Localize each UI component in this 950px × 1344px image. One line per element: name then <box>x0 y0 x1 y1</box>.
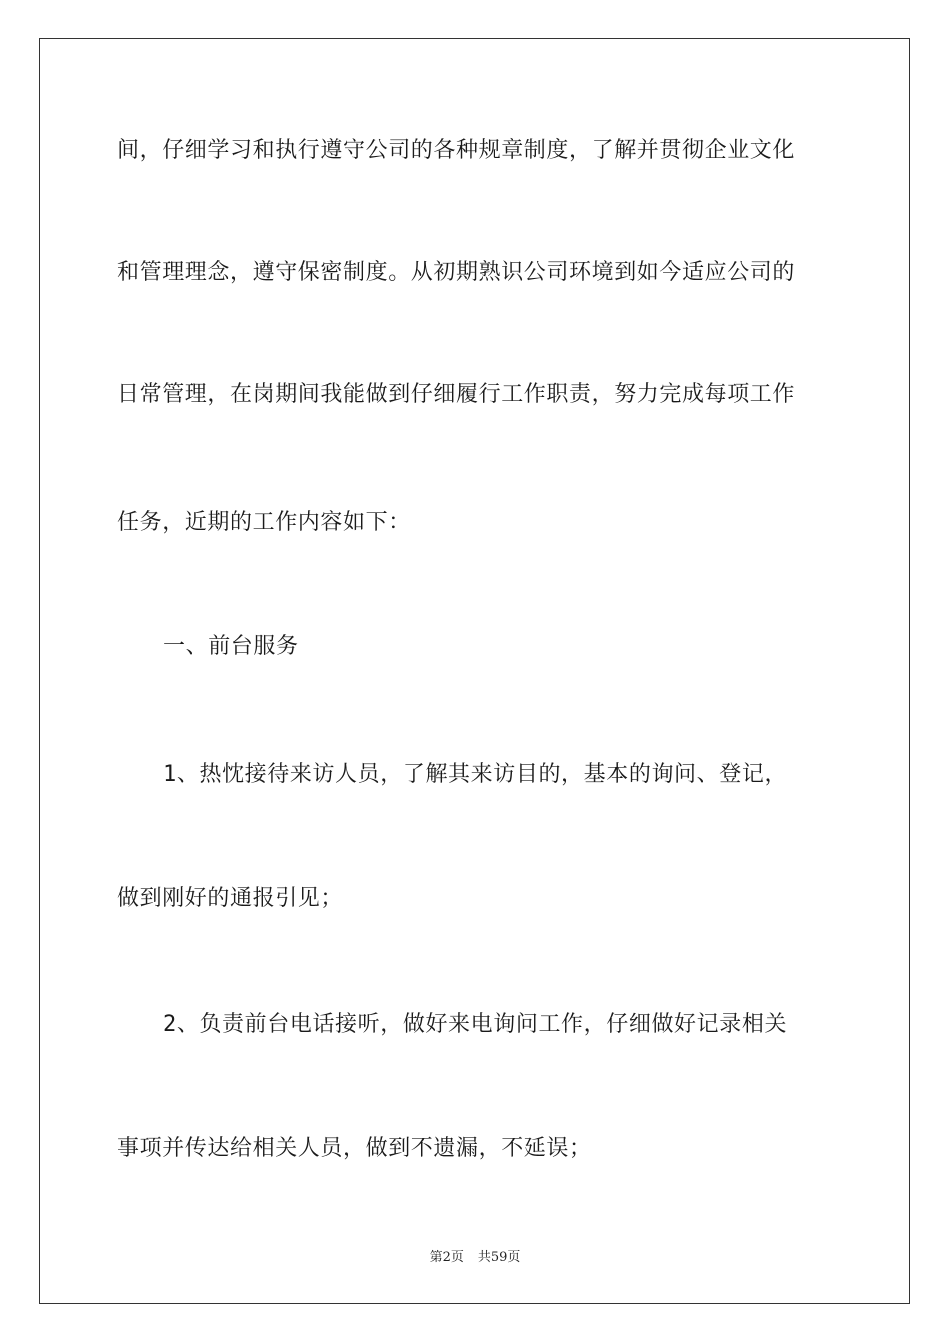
body-text-line-2: 和管理理念，遵守保密制度。从初期熟识公司环境到如今适应公司的 <box>117 260 796 285</box>
page-border <box>39 38 910 1304</box>
body-text-line-3: 日常管理，在岗期间我能做到仔细履行工作职责，努力完成每项工作 <box>117 382 796 407</box>
section-heading: 一、前台服务 <box>163 634 299 659</box>
body-text-line-4: 任务，近期的工作内容如下： <box>117 510 411 535</box>
list-item-1-line-2: 做到刚好的通报引见； <box>117 886 344 911</box>
list-item-2-line-1: 2、负责前台电话接听，做好来电询问工作，仔细做好记录相关 <box>163 1012 788 1037</box>
list-item-1-line-1: 1、热忱接待来访人员，了解其来访目的，基本的询问、登记， <box>163 762 788 787</box>
body-text-line-1: 间，仔细学习和执行遵守公司的各种规章制度，了解并贯彻企业文化 <box>117 138 796 163</box>
page-number: 第2页 <box>429 1250 464 1265</box>
list-item-2-line-2: 事项并传达给相关人员，做到不遗漏，不延误； <box>117 1136 592 1161</box>
page-footer <box>0 1246 950 1265</box>
page-total: 共59页 <box>477 1250 521 1265</box>
